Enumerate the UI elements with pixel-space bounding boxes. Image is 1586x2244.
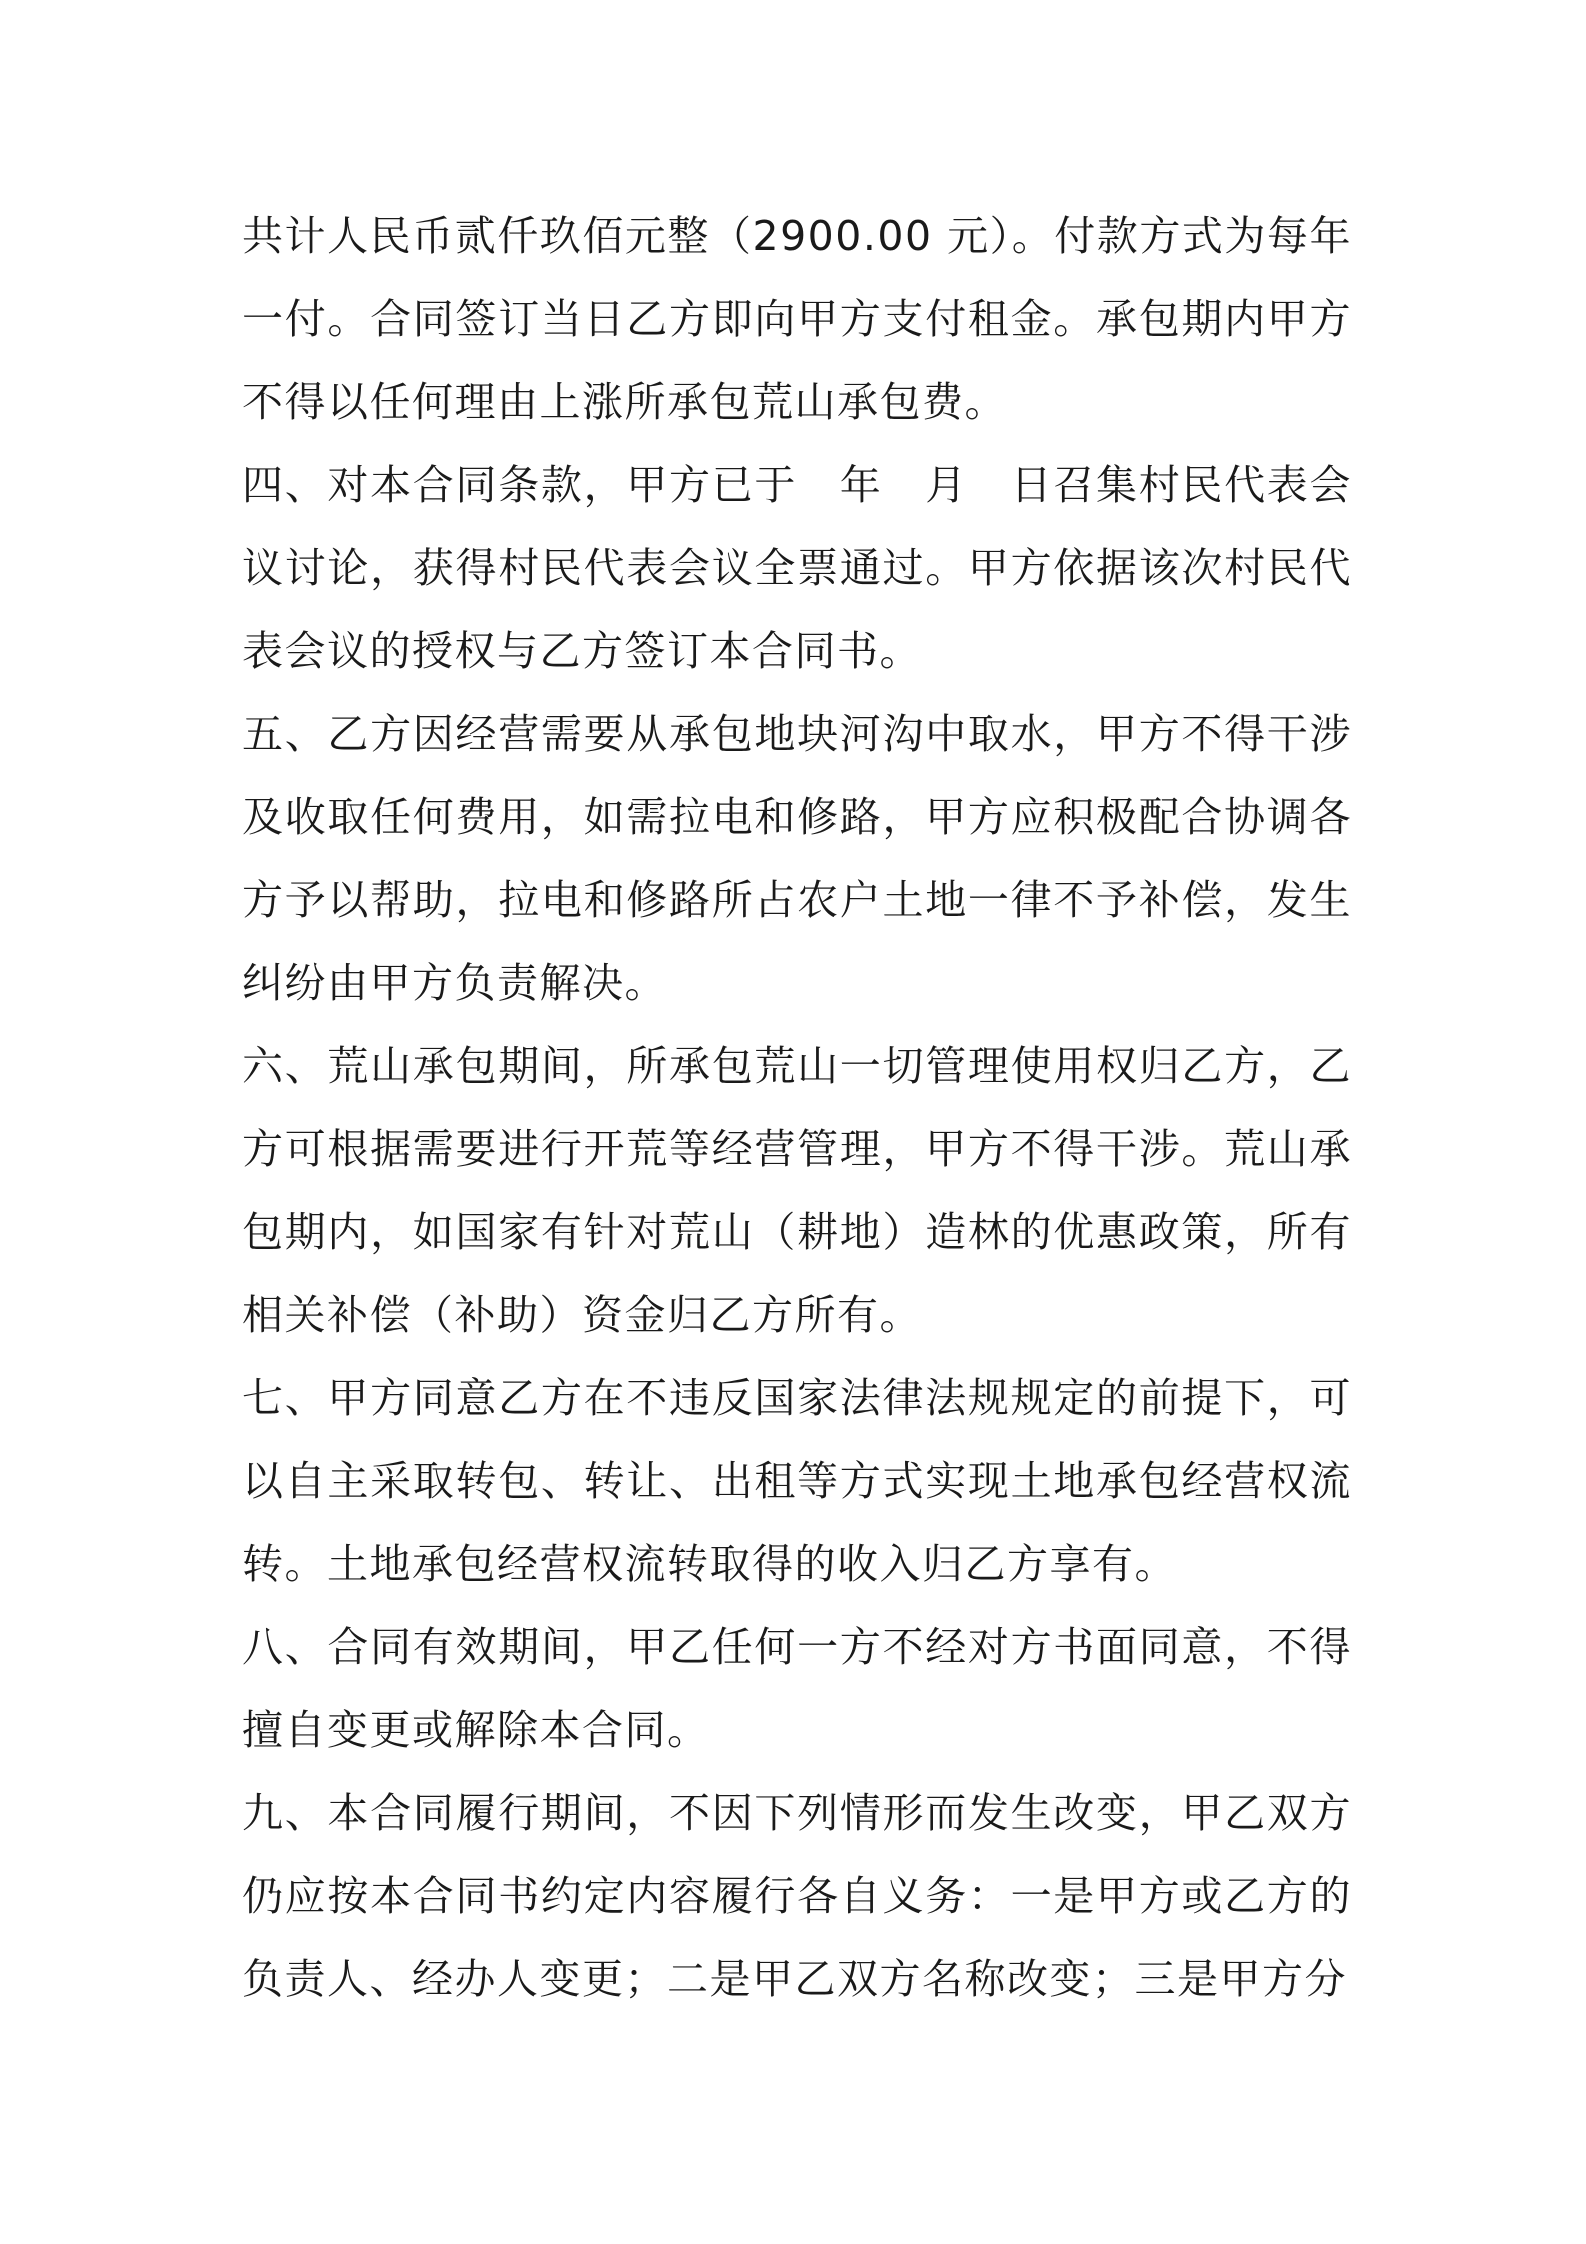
paragraph-clause-9: 九、本合同履行期间，不因下列情形而发生改变，甲乙双方仍应按本合同书约定内容履行各自义务：一是甲方或乙方的负责人、经办人变更；二是甲乙双方名称改变；三是甲方分 (242, 1789, 1352, 2003)
paragraph-clause-8: 八、合同有效期间，甲乙任何一方不经对方书面同意，不得擅自变更或解除本合同。 (242, 1623, 1352, 1754)
paragraph-clause-5: 五、乙方因经营需要从承包地块河沟中取水，甲方不得干涉及收取任何费用，如需拉电和修路，甲方应积极配合协调各方予以帮助，拉电和修路所占农户土地一律不予补偿，发生纠纷由甲方负责解决。 (242, 710, 1352, 1007)
paragraph-clause-6: 六、荒山承包期间，所承包荒山一切管理使用权归乙方，乙方可根据需要进行开荒等经营管理，甲方不得干涉。荒山承包期内，如国家有针对荒山（耕地）造林的优惠政策，所有相关补偿（补助）资金归乙方所有。 (242, 1042, 1352, 1339)
paragraph-clause-4: 四、对本合同条款，甲方已于 年 月 日召集村民代表会议讨论，获得村民代表会议全票通过。甲方依据该次村民代表会议的授权与乙方签订本合同书。 (242, 461, 1352, 675)
paragraph-payment-terms: 共计人民币贰仟玖佰元整（2900.00 元）。付款方式为每年一付。合同签订当日乙方即向甲方支付租金。承包期内甲方不得以任何理由上涨所承包荒山承包费。 (242, 212, 1352, 426)
paragraph-clause-7: 七、甲方同意乙方在不违反国家法律法规规定的前提下，可以自主采取转包、转让、出租等方式实现土地承包经营权流转。土地承包经营权流转取得的收入归乙方享有。 (242, 1374, 1352, 1588)
contract-body (242, 195, 1352, 2021)
